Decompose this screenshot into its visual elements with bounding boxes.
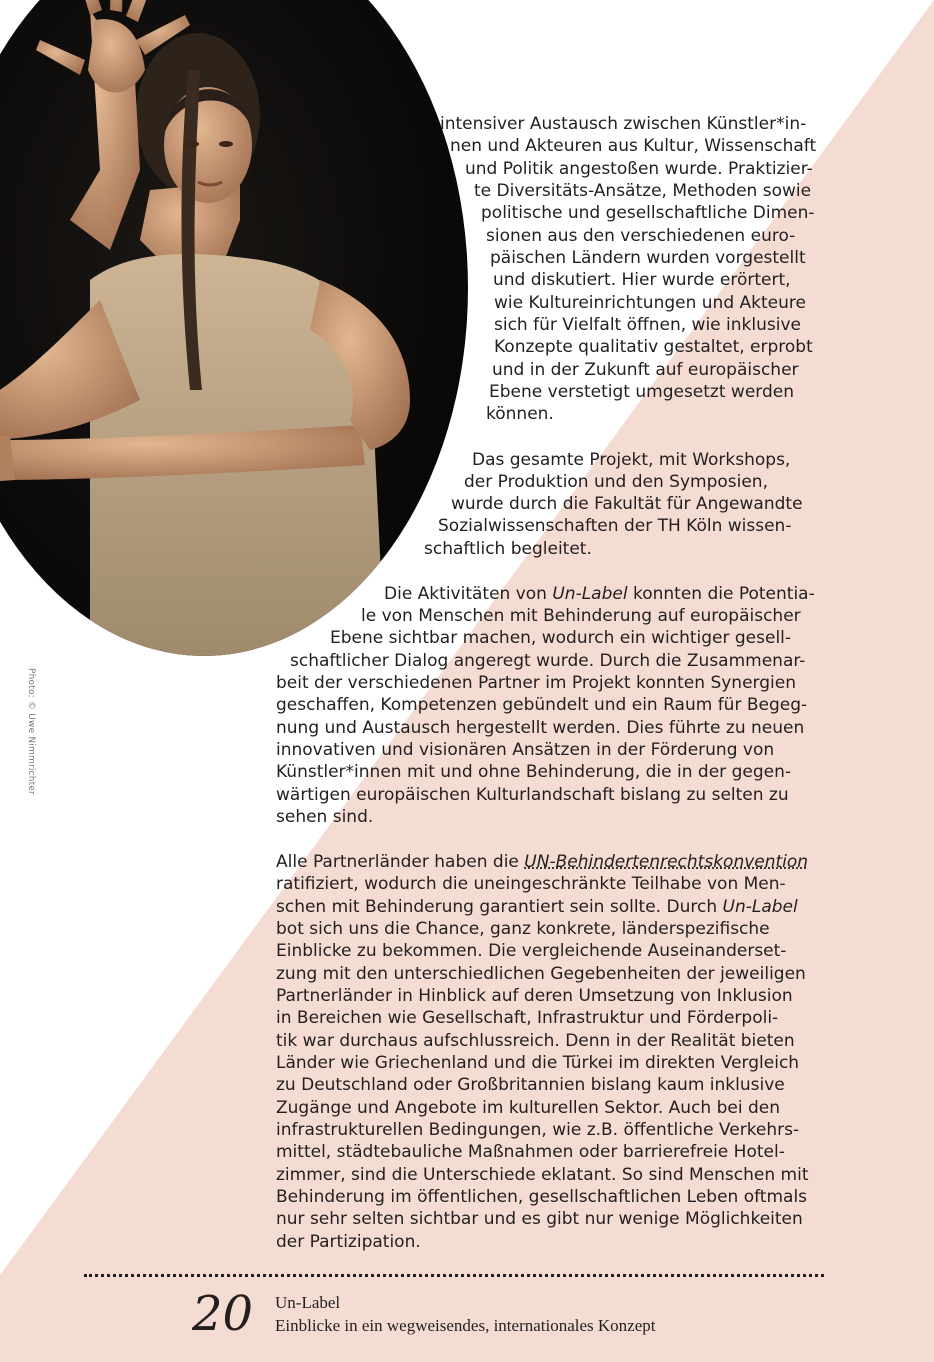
text-line: Konzepte qualitativ gestaltet, erprobt [494, 337, 813, 357]
text-line: tik war durchaus aufschlussreich. Denn in der Realität bieten [276, 1031, 795, 1051]
text-line: Ebene sichtbar machen, wodurch ein wichtiger gesell- [330, 628, 792, 648]
text-line: päischen Ländern wurden vorgestellt [490, 248, 806, 268]
text-line: und Politik angestoßen wurde. Praktizier- [465, 159, 813, 179]
text-line: nen und Akteuren aus Kultur, Wissenschaft [450, 136, 817, 156]
text-line: infrastrukturellen Bedingungen, wie z.B. öffentliche Verkehrs- [276, 1120, 800, 1140]
text-line: intensiver Austausch zwischen Künstler*in- [440, 114, 807, 134]
text-line: Länder wie Griechenland und die Türkei im direkten Vergleich [276, 1053, 800, 1073]
text-line: bot sich uns die Chance, ganz konkrete, länderspezifische [276, 919, 770, 939]
text-line: und in der Zukunft auf europäischer [492, 360, 799, 380]
text-line: Ebene verstetigt umgesetzt werden [489, 382, 795, 402]
text-line: le von Menschen mit Behinderung auf europäischer [361, 606, 801, 626]
text-line: wärtigen europäischen Kulturlandschaft bislang zu selten zu [276, 785, 789, 805]
text-line: schaftlicher Dialog angeregt wurde. Durch die Zusammenar- [290, 651, 806, 671]
text-line: zung mit den unterschiedlichen Gegebenheiten der jeweiligen [276, 964, 806, 984]
text-span: schen mit Behinderung garantiert sein sollte. Durch [276, 897, 723, 917]
text-line: ratifiziert, wodurch die uneingeschränkte Teilhabe von Men- [276, 874, 786, 894]
text-span: Alle Partnerländer haben die [276, 852, 525, 872]
text-line: wurde durch die Fakultät für Angewandte [451, 494, 803, 514]
page-number: 20 [192, 1286, 254, 1342]
footer-divider [84, 1274, 824, 1277]
un-label-italic: Un-Label [552, 584, 628, 604]
text-line [384, 583, 815, 605]
text-line: Das gesamte Projekt, mit Workshops, [472, 450, 791, 470]
text-line: schaftlich begleitet. [424, 539, 592, 559]
text-line: nung und Austausch hergestellt werden. Dies führte zu neuen [276, 718, 805, 738]
footer-title: Un-Label [275, 1293, 341, 1312]
text-line: mittel, städtebauliche Maßnahmen oder barrierefreie Hotel- [276, 1142, 785, 1162]
text-line [276, 851, 808, 873]
text-line: nur sehr selten sichtbar und es gibt nur wenige Möglichkeiten [276, 1209, 803, 1229]
text-line: politische und gesellschaftliche Dimen- [481, 203, 815, 223]
text-line: sich für Vielfalt öffnen, wie inklusive [494, 315, 801, 335]
dancer-photo [0, 0, 468, 656]
text-line: zu Deutschland oder Großbritannien bislang kaum inklusive [276, 1075, 785, 1095]
text-line: innovativen und visionären Ansätzen in der Förderung von [276, 740, 775, 760]
text-line: Einblicke zu bekommen. Die vergleichende Auseinanderset- [276, 941, 787, 961]
text-line: Künstler*innen mit und ohne Behinderung, die in der gegen- [276, 762, 791, 782]
footer-subtitle: Einblicke in ein wegweisendes, internationales Konzept [275, 1316, 656, 1335]
text-line: wie Kultureinrichtungen und Akteure [494, 293, 806, 313]
text-line: te Diversitäts-Ansätze, Methoden sowie [474, 181, 812, 201]
text-line: in Bereichen wie Gesellschaft, Infrastruktur und Förderpoli- [276, 1008, 779, 1028]
text-line: Sozialwissenschaften der TH Köln wissen- [438, 516, 792, 536]
text-span: Die Aktivitäten von [384, 584, 553, 604]
text-line: sionen aus den verschiedenen euro- [486, 226, 796, 246]
text-line: geschaffen, Kompetenzen gebündelt und ein Raum für Begeg- [276, 695, 808, 715]
text-line [276, 896, 798, 918]
text-line: der Partizipation. [276, 1232, 421, 1252]
text-line: der Produktion und den Symposien, [464, 472, 768, 492]
text-span: konnten die Potentia- [627, 584, 815, 604]
un-label-italic: Un-Label [722, 897, 798, 917]
text-line: Zugänge und Angebote im kulturellen Sektor. Auch bei den [276, 1098, 781, 1118]
text-line: Behinderung im öffentlichen, gesellschaftlichen Leben oftmals [276, 1187, 808, 1207]
photo-credit: Photo: © Uwe Nimmrichter [26, 668, 36, 795]
text-line: sehen sind. [276, 807, 374, 827]
un-convention-link[interactable]: UN-Behindertenrechtskonvention [524, 852, 809, 872]
text-line: beit der verschiedenen Partner im Projekt konnten Synergien [276, 673, 796, 693]
text-line: Partnerländer in Hinblick auf deren Umsetzung von Inklusion [276, 986, 793, 1006]
text-line: können. [486, 404, 554, 424]
text-line: zimmer, sind die Unterschiede eklatant. So sind Menschen mit [276, 1165, 809, 1185]
text-line: und diskutiert. Hier wurde erörtert, [493, 270, 791, 290]
